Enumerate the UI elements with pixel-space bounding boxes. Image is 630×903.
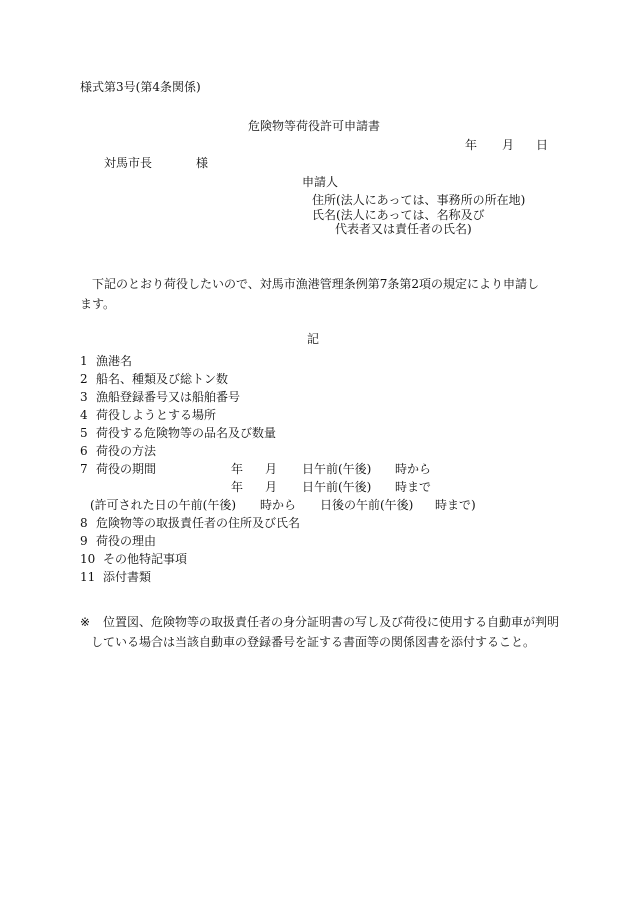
permit-start-text: (許可された日の午前(午後): [90, 498, 237, 512]
list-item: [80, 550, 560, 568]
item-text: 添付書類: [103, 570, 152, 584]
list-item: [80, 568, 560, 586]
list-item: [80, 442, 560, 460]
item-text: 荷役しようとする場所: [96, 408, 217, 422]
item-text: その他特記事項: [103, 552, 188, 566]
list-item: [80, 388, 560, 406]
period-from-year: 年: [231, 462, 244, 476]
period-to-month: 月: [265, 480, 278, 494]
period-from-day: 日午前(午後): [302, 462, 372, 476]
date-month-label: 月: [502, 138, 515, 152]
item-number: 3: [80, 390, 88, 404]
permit-until-text: 時まで): [435, 498, 476, 512]
list-item: [80, 532, 560, 550]
item-number: 1: [80, 354, 88, 368]
item-number: 4: [80, 408, 88, 422]
date-day-label: 日: [536, 138, 549, 152]
item-text: 荷役の期間: [96, 462, 157, 476]
item-text: 荷役の理由: [96, 534, 157, 548]
item-number: 6: [80, 444, 88, 458]
item-number: 9: [80, 534, 88, 548]
list-item: [80, 424, 560, 442]
applicant-name-label-cont: 代表者又は責任者の氏名): [335, 222, 472, 236]
list-item: [80, 352, 560, 370]
item-text: 荷役の方法: [96, 444, 157, 458]
date-row: [0, 138, 630, 154]
item-text: 危険物等の取扱責任者の住所及び氏名: [96, 516, 301, 530]
application-statement: 下記のとおり荷役したいので、対馬市漁港管理条例第7条第2項の規定により申請します。: [80, 277, 540, 311]
applicant-label: 申請人: [302, 175, 339, 189]
list-item-period: [80, 460, 560, 478]
list-item: [80, 514, 560, 532]
ki-heading: 記: [307, 332, 320, 346]
document-title: 危険物等荷役許可申請書: [248, 119, 381, 133]
item-list: [80, 352, 560, 586]
note-text: 位置図、危険物等の取扱責任者の身分証明書の写し及び荷役に使用する自動車が判明: [103, 615, 560, 629]
permit-after-text: 日後の午前(午後): [320, 498, 414, 512]
note-mark: ※: [80, 615, 91, 629]
period-to-year: 年: [231, 480, 244, 494]
item-text: 漁船登録番号又は船舶番号: [96, 390, 241, 404]
item-number: 8: [80, 516, 88, 530]
permit-from-text: 時から: [260, 498, 297, 512]
applicant-name-label: 氏名(法人にあっては、名称及び: [312, 208, 485, 222]
list-item-permit-period: [80, 496, 560, 514]
item-number: 5: [80, 426, 88, 440]
period-to-day: 日午前(午後): [302, 480, 372, 494]
list-item-period-to: [80, 478, 560, 496]
note-text-cont: している場合は当該自動車の登録番号を証する書面等の関係図書を添付すること。: [91, 635, 536, 649]
period-from-time: 時から: [395, 462, 432, 476]
applicant-address-label: 住所(法人にあっては、事務所の所在地): [312, 193, 526, 207]
addressee-honorific: 様: [196, 156, 209, 170]
item-number: 11: [80, 570, 96, 584]
list-item: [80, 370, 560, 388]
item-number: 2: [80, 372, 88, 386]
item-number: 7: [80, 462, 88, 476]
addressee-name: 対馬市長: [104, 156, 153, 170]
period-to-time: 時まで: [395, 480, 432, 494]
date-year-label: 年: [465, 138, 478, 152]
item-text: 荷役する危険物等の品名及び数量: [96, 426, 277, 440]
list-item: [80, 406, 560, 424]
form-number: 様式第3号(第4条関係): [80, 80, 201, 94]
item-text: 船名、種類及び総トン数: [96, 372, 229, 386]
item-number: 10: [80, 552, 96, 566]
period-from-month: 月: [265, 462, 278, 476]
item-text: 漁港名: [96, 354, 133, 368]
